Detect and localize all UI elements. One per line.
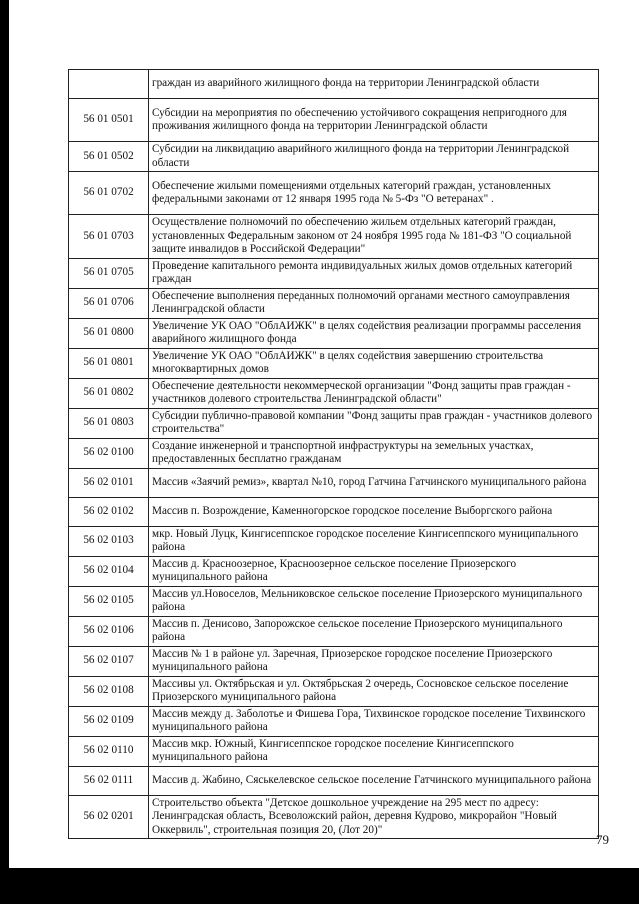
page-number: 79 [596, 832, 609, 847]
row-code: 56 02 0104 [69, 556, 149, 586]
row-description: Массив мкр. Южный, Кингисеппское городское поселение Кингисеппского муниципального района [149, 736, 599, 766]
row-code: 56 02 0110 [69, 736, 149, 766]
row-description: Обеспечение жилыми помещениями отдельных категорий граждан, установленных федеральными законами от 12 января 1995 года № 5-Фз "О ветеранах" . [149, 172, 599, 215]
row-description: Субсидии на ликвидацию аварийного жилищного фонда на территории Ленинградской области [149, 142, 599, 172]
row-code: 56 01 0501 [69, 99, 149, 142]
table-row [69, 172, 599, 215]
row-description: Увеличение УК ОАО "ОблАИЖК" в целях содействия завершению строительства многоквартирных домов [149, 348, 599, 378]
table-row [69, 468, 599, 497]
table-row [69, 70, 599, 99]
row-description: мкр. Новый Луцк, Кингисеппское городское поселение Кингисеппского муниципального района [149, 526, 599, 556]
row-code: 56 02 0102 [69, 497, 149, 526]
row-description: Обеспечение деятельности некоммерческой организации "Фонд защиты прав граждан - участников долевого строительства Ленинградской области" [149, 378, 599, 408]
row-description: Строительство объекта "Детское дошкольное учреждение на 295 мест по адресу: Ленинградская область, Всеволожский район, деревня Кудрово, микрорайон "Новый Оккервиль", строительная позиция 20, (Лот 20)" [149, 795, 599, 839]
row-code: 56 02 0108 [69, 676, 149, 706]
row-code: 56 01 0703 [69, 215, 149, 259]
row-code: 56 02 0100 [69, 438, 149, 468]
table-row [69, 795, 599, 839]
row-code: 56 02 0105 [69, 586, 149, 616]
row-code: 56 02 0103 [69, 526, 149, 556]
row-code: 56 02 0111 [69, 766, 149, 795]
row-code: 56 01 0803 [69, 408, 149, 438]
row-description: Осуществление полномочий по обеспечению жильем отдельных категорий граждан, установленных Федеральным законом от 24 ноября 1995 года № 181-ФЗ "О социальной защите инвалидов в Российской Федерации" [149, 215, 599, 259]
table-row [69, 646, 599, 676]
table-row [69, 497, 599, 526]
table-row [69, 215, 599, 259]
row-description: Массив д. Жабино, Сяськелевское сельское поселение Гатчинского муниципального района [149, 766, 599, 795]
table-row [69, 766, 599, 795]
table-row [69, 556, 599, 586]
table-row [69, 288, 599, 318]
budget-classification-table [68, 69, 599, 839]
row-code: 56 01 0800 [69, 318, 149, 348]
row-description: Массив № 1 в районе ул. Заречная, Приозерское городское поселение Приозерского муниципального района [149, 646, 599, 676]
row-code: 56 02 0106 [69, 616, 149, 646]
row-description: Субсидии публично-правовой компании "Фонд защиты прав граждан - участников долевого строительства" [149, 408, 599, 438]
row-code [69, 70, 149, 99]
table-body [69, 70, 599, 839]
row-description: Массив п. Возрождение, Каменногорское городское поселение Выборгского района [149, 497, 599, 526]
row-description: Массив п. Денисово, Запорожское сельское поселение Приозерского муниципального района [149, 616, 599, 646]
row-description: Субсидии на мероприятия по обеспечению устойчивого сокращения непригодного для проживания жилищного фонда на территории Ленинградской области [149, 99, 599, 142]
row-code: 56 01 0702 [69, 172, 149, 215]
table-row [69, 736, 599, 766]
row-code: 56 02 0107 [69, 646, 149, 676]
table-row [69, 616, 599, 646]
scan-bottom-border [0, 868, 639, 904]
row-description: граждан из аварийного жилищного фонда на территории Ленинградской области [149, 70, 599, 99]
row-description: Массивы ул. Октябрьская и ул. Октябрьская 2 очередь, Сосновское сельское поселение Приозерского муниципального района [149, 676, 599, 706]
table-row [69, 142, 599, 172]
row-description: Массив между д. Заболотье и Фишева Гора, Тихвинское городское поселение Тихвинского муниципального района [149, 706, 599, 736]
table-row [69, 706, 599, 736]
row-code: 56 02 0109 [69, 706, 149, 736]
row-code: 56 01 0502 [69, 142, 149, 172]
table-row [69, 438, 599, 468]
table-row [69, 676, 599, 706]
row-code: 56 02 0201 [69, 795, 149, 839]
row-code: 56 01 0802 [69, 378, 149, 408]
row-description: Обеспечение выполнения переданных полномочий органами местного самоуправления Ленинградской области [149, 288, 599, 318]
table-row [69, 378, 599, 408]
row-code: 56 01 0706 [69, 288, 149, 318]
table-row [69, 318, 599, 348]
row-code: 56 01 0801 [69, 348, 149, 378]
row-description: Массив ул.Новоселов, Мельниковское сельское поселение Приозерского муниципального района [149, 586, 599, 616]
table-row [69, 526, 599, 556]
table-row [69, 586, 599, 616]
row-description: Массив д. Красноозерное, Красноозерное сельское поселение Приозерского муниципального района [149, 556, 599, 586]
table-row [69, 408, 599, 438]
row-description: Массив «Заячий ремиз», квартал №10, город Гатчина Гатчинского муниципального района [149, 468, 599, 497]
row-code: 56 02 0101 [69, 468, 149, 497]
scan-left-border [0, 0, 9, 868]
row-description: Проведение капитального ремонта индивидуальных жилых домов отдельных категорий граждан [149, 258, 599, 288]
table-row [69, 258, 599, 288]
row-description: Создание инженерной и транспортной инфраструктуры на земельных участках, предоставленных бесплатно гражданам [149, 438, 599, 468]
row-description: Увеличение УК ОАО "ОблАИЖК" в целях содействия реализации программы расселения аварийного жилищного фонда [149, 318, 599, 348]
row-code: 56 01 0705 [69, 258, 149, 288]
table-row [69, 99, 599, 142]
table-row [69, 348, 599, 378]
